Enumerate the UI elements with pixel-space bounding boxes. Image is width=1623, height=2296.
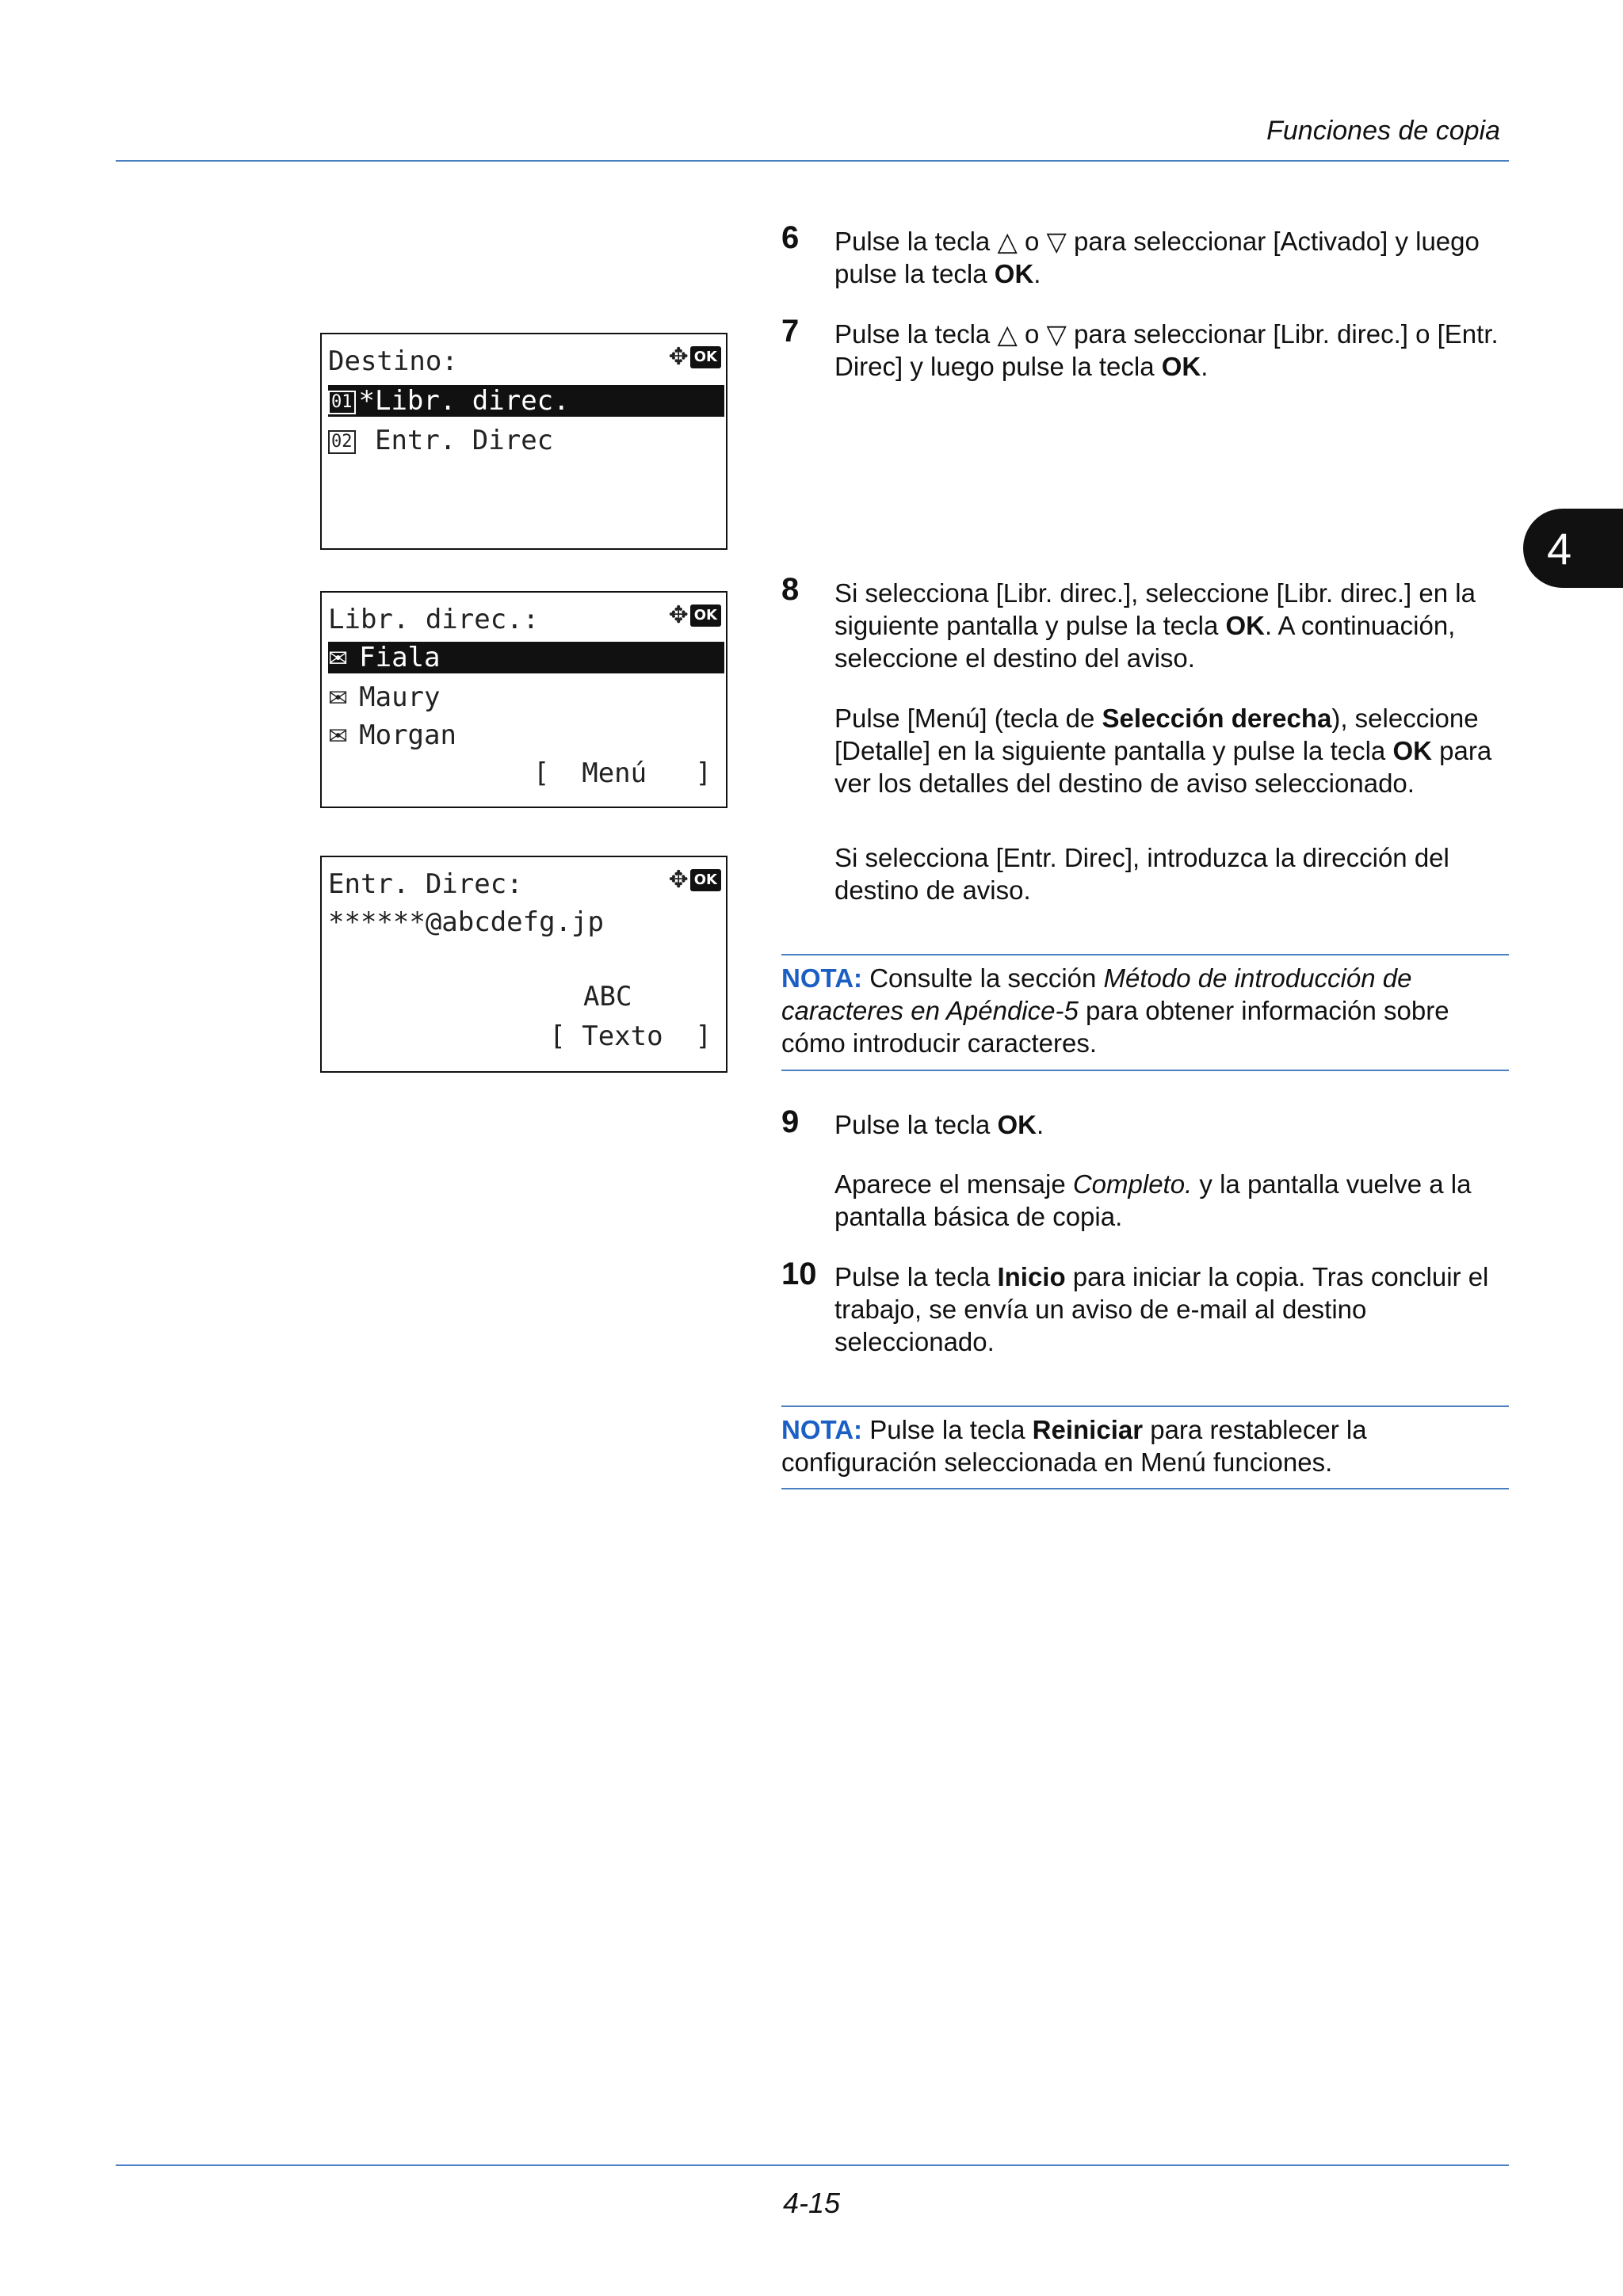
menu-item-libr-direc[interactable]: [328, 385, 724, 417]
ok-key-icon: OK: [690, 869, 721, 891]
step-number: 9: [781, 1104, 800, 1139]
step-number: 10: [781, 1257, 817, 1291]
step-6-text: Pulse la tecla △ o ▽ para seleccionar [Activado] y luego pulse la tecla OK.: [834, 227, 1480, 288]
panel-title: Destino:: [328, 345, 458, 377]
lcd-panel-entr-direc: [320, 856, 727, 1073]
header-rule: [116, 160, 1509, 162]
nav-ok-indicator: [669, 868, 721, 892]
lcd-panel-libr-direc: [320, 591, 727, 808]
softkey-row: [328, 1020, 724, 1052]
page-number: 4-15: [782, 2187, 841, 2219]
step-10-text: Pulse la tecla Inicio para iniciar la copia. Tras concluir el trabajo, se envía un aviso de e-mail al destino seleccionado.: [834, 1262, 1489, 1356]
step-number: 8: [781, 572, 800, 607]
panel-title: Libr. direc.:: [328, 604, 540, 635]
contact-name: Morgan: [359, 719, 456, 751]
step-8-paragraph-2: Pulse [Menú] (tecla de Selección derecha), seleccione [Detalle] en la siguiente pantalla y pulse la tecla OK para ver los detalles del destino de aviso seleccionado.: [834, 704, 1492, 798]
envelope-icon: ✉: [328, 645, 349, 673]
item-label: *Libr. direc.: [358, 385, 570, 417]
ok-key-icon: OK: [690, 346, 721, 368]
four-way-arrow-icon: ✥: [668, 343, 689, 371]
contact-name: Fiala: [359, 642, 441, 673]
nav-ok-indicator: [669, 345, 721, 369]
step-8-text: Si selecciona [Libr. direc.], seleccione [Libr. direc.] en la siguiente pantalla y pulse la tecla OK. A continuación, seleccione el destino del aviso.: [834, 578, 1476, 673]
note-rule-bottom: [781, 1070, 1509, 1071]
contact-name: Maury: [359, 681, 441, 713]
four-way-arrow-icon: ✥: [668, 866, 689, 894]
contact-item-maury[interactable]: [328, 681, 724, 713]
menu-item-entr-direc[interactable]: [328, 425, 724, 456]
step-7-text: Pulse la tecla △ o ▽ para seleccionar [Libr. direc.] o [Entr. Direc] y luego pulse la tecla OK.: [834, 319, 1499, 381]
step-9-paragraph-2: Aparece el mensaje Completo. y la pantalla vuelve a la pantalla básica de copia.: [834, 1169, 1472, 1231]
note-2: NOTA: Pulse la tecla Reiniciar para restablecer la configuración seleccionada en Menú funciones.: [781, 1415, 1367, 1477]
item-label: Entr. Direc: [358, 425, 554, 456]
text-softkey[interactable]: [ Texto ]: [549, 1020, 712, 1052]
address-input[interactable]: ******@abcdefg.jp: [328, 906, 604, 938]
note-rule-top: [781, 954, 1509, 955]
input-mode: ABC: [583, 981, 632, 1013]
chapter-tab: [1523, 509, 1623, 588]
running-header: Funciones de copia: [1266, 116, 1500, 146]
note-rule-top: [781, 1405, 1509, 1407]
panel-title: Entr. Direc:: [328, 868, 523, 900]
item-number: 01: [328, 391, 356, 414]
ok-key-icon: OK: [690, 605, 721, 627]
step-number: 6: [781, 220, 800, 255]
menu-softkey[interactable]: [ Menú ]: [533, 757, 712, 789]
envelope-icon: ✉: [328, 723, 349, 750]
step-9-text: Pulse la tecla OK.: [834, 1110, 1044, 1139]
contact-item-fiala[interactable]: [328, 642, 724, 673]
contact-item-morgan[interactable]: [328, 719, 724, 751]
nav-ok-indicator: [668, 601, 721, 629]
step-8-paragraph-3: Si selecciona [Entr. Direc], introduzca la dirección del destino de aviso.: [834, 843, 1449, 905]
envelope-icon: ✉: [328, 685, 349, 712]
item-number: 02: [328, 430, 356, 454]
note-1: NOTA: Consulte la sección Método de introducción de caracteres en Apéndice-5 para obtener información sobre cómo introducir caracteres.: [781, 963, 1449, 1058]
lcd-panel-destino: [320, 333, 727, 550]
note-rule-bottom: [781, 1488, 1509, 1489]
four-way-arrow-icon: ✥: [668, 601, 689, 629]
footer-rule: [116, 2164, 1509, 2166]
softkey-row: [328, 757, 724, 789]
step-number: 7: [781, 314, 800, 349]
chapter-number: 4: [1547, 523, 1572, 574]
